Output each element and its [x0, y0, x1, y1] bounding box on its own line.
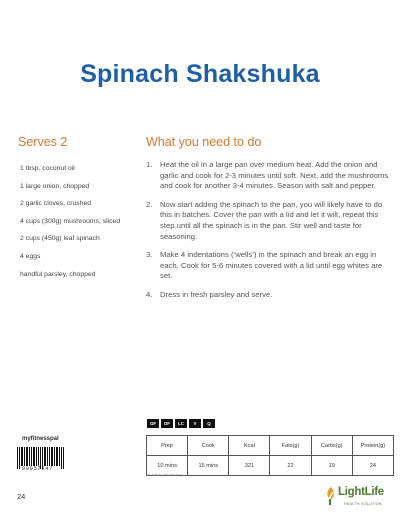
method-steps	[146, 160, 394, 309]
nutrition-value-row	[147, 456, 394, 476]
step-text: Dress in fresh parsley and serve.	[160, 289, 273, 299]
recipe-title: Spinach Shakshuka	[80, 60, 320, 88]
serves-heading: Serves 2	[18, 135, 68, 149]
diet-tag-q: Q	[203, 419, 215, 428]
ingredient-item: 4 cups (300g) mushrooms, sliced	[20, 217, 121, 225]
lightlife-leaf-icon	[324, 486, 338, 506]
diet-tag-gf: GF	[147, 419, 159, 428]
ingredient-item: 4 eggs	[20, 252, 41, 260]
ingredient-item: 2 garlic cloves, crushed	[20, 200, 92, 208]
nutrition-value-fats: 22	[270, 456, 311, 476]
diet-tag-df: DF	[161, 419, 173, 428]
nutrition-footnote: *Nutrition per serving	[146, 473, 182, 477]
nutrition-header-kcal: Kcal	[229, 436, 270, 456]
nutrition-value-protein: 24	[352, 456, 393, 476]
diet-tag-v: V	[189, 419, 201, 428]
nutrition-header-cook: Cook	[188, 436, 229, 456]
ingredient-item: 1 large onion, chopped	[20, 182, 90, 190]
nutrition-header-protein: Protein(g)	[352, 436, 393, 456]
step-text: Now start adding the spinach to the pan, you will likely have to do this in batches. Cover the pan with a lid and let it wilt, repeat this step until all the spinach is in the pan. Stir well and taste for seasoning.	[160, 199, 383, 241]
logo-name: LightLife	[338, 486, 384, 498]
nutrition-table	[146, 435, 394, 476]
method-step	[146, 290, 394, 301]
myfitnesspal-label: myfitnesspal	[22, 436, 59, 442]
lightlife-logo	[324, 485, 396, 513]
nutrition-value-carbs: 19	[311, 456, 352, 476]
barcode-number: 09057647	[22, 466, 54, 472]
step-text: Make 4 indentations (‘wells’) in the spinach and break an egg in each. Cook for 5-6 minutes covered with a lid until egg whites are set.	[160, 250, 383, 281]
nutrition-header-carbs: Carbs(g)	[311, 436, 352, 456]
logo-tagline: HEALTH SOLUTION	[344, 502, 382, 506]
nutrition-header-fats: Fats(g)	[270, 436, 311, 456]
diet-tag-lc: LC	[175, 419, 187, 428]
step-number: 1.	[146, 160, 153, 169]
ingredient-item: 2 cups (450g) leaf spinach	[20, 235, 100, 243]
nutrition-value-cook: 15 mins	[188, 456, 229, 476]
method-step	[146, 160, 394, 192]
nutrition-value-prep: 10 mins	[147, 456, 188, 476]
step-number: 2.	[146, 199, 153, 209]
step-number: 3.	[146, 250, 153, 260]
method-step	[146, 200, 394, 242]
nutrition-header-prep: Prep	[147, 436, 188, 456]
nutrition-header-row	[147, 436, 394, 456]
method-heading: What you need to do	[146, 135, 262, 149]
step-number: 4.	[146, 289, 153, 299]
diet-tags	[147, 419, 215, 428]
page-number: 24	[17, 492, 26, 501]
ingredient-item: 1 tbsp. coconut oil	[20, 165, 75, 172]
ingredients-list	[20, 165, 138, 288]
step-text: Heat the oil in a large pan over medium heat. Add the onion and garlic and cook for 2-3 minutes until soft. Next, add the mushrooms and cook for another 3-4 minutes. Season with salt and pepper.	[160, 160, 389, 191]
ingredient-item: handful parsley, chopped	[20, 270, 96, 278]
nutrition-value-kcal: 321	[229, 456, 270, 476]
method-step	[146, 250, 394, 282]
